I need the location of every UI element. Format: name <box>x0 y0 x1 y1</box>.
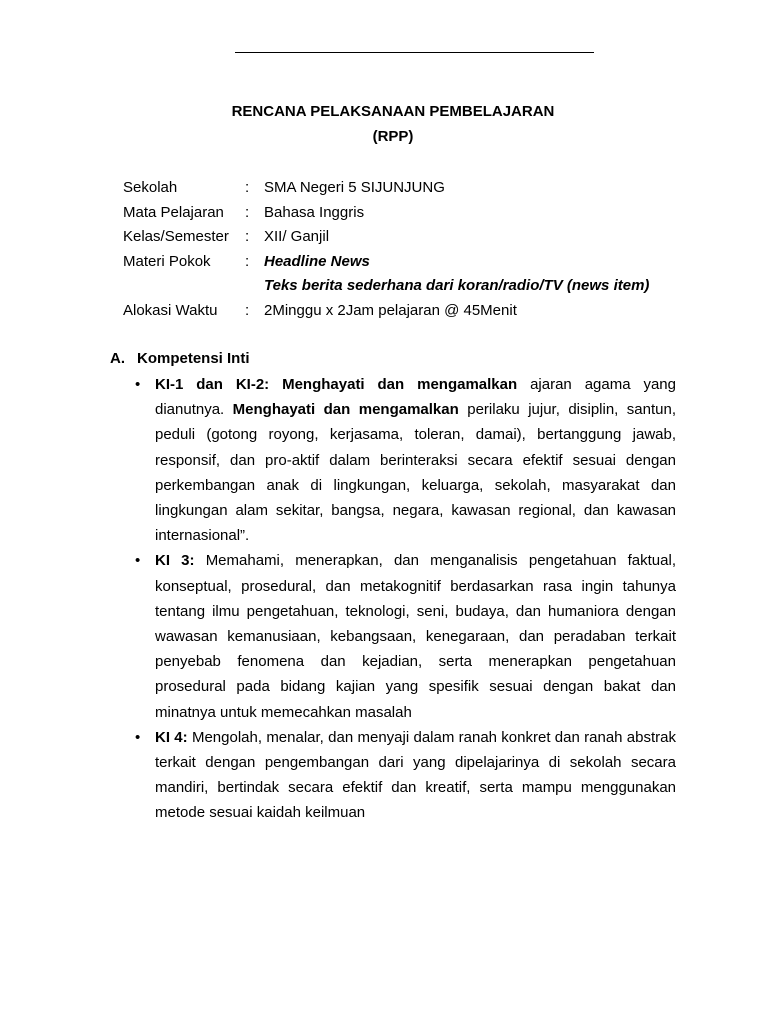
section-letter: A. <box>110 350 125 367</box>
header-rule <box>235 52 594 53</box>
bullet-icon: • <box>135 728 141 746</box>
section-title: Kompetensi Inti <box>137 350 250 367</box>
info-label: Kelas/Semester <box>123 228 229 246</box>
info-label: Mata Pelajaran <box>123 203 224 221</box>
info-row-mapel <box>123 201 683 226</box>
info-row-materi <box>123 250 683 275</box>
info-colon: : <box>245 252 250 270</box>
ki-heading: KI 3: <box>155 552 195 570</box>
info-value: Headline News <box>264 252 370 270</box>
info-row-sekolah <box>123 176 683 201</box>
bullet-icon: • <box>135 376 141 393</box>
ki-text: Mengolah, menalar, dan menyaji dalam ranah konkret dan ranah abstrak terkait dengan pengembangan dari yang dipelajarinya di sekolah secara mandiri, bertindak secara efektif dan kreatif, serta mampu menggunakan metode sesuai kaidah keilmuan <box>155 728 676 822</box>
info-value: 2Minggu x 2Jam pelajaran @ 45Menit <box>264 301 517 319</box>
list-item <box>135 725 676 826</box>
info-value: Teks berita sederhana dari koran/radio/TV (news item) <box>264 277 650 295</box>
ki-text: ajaran agama yang dianutnya. <box>155 376 676 419</box>
info-colon: : <box>245 228 250 246</box>
info-colon: : <box>245 301 250 319</box>
list-item <box>135 548 676 724</box>
info-value: Bahasa Inggris <box>264 203 365 221</box>
info-label: Sekolah <box>123 179 178 196</box>
section-heading <box>110 347 250 371</box>
info-value: SMA Negeri 5 SIJUNJUNG <box>264 179 445 196</box>
ki-text: Memahami, menerapkan, dan menganalisis pengetahuan faktual, konseptual, prosedural, dan metakognitif berdasarkan rasa ingin tahunya tentang ilmu pengetahuan, teknologi, seni, budaya, dan humaniora dengan wawasan kemanusiaan, kebangsaan, kenegaraan, dan peradaban terkait penyebab fenomena dan kejadian, serta menerapkan pengetahuan prosedural pada bidang kajian yang spesifik sesuai dengan bakat dan minatnya untuk memecahkan masalah <box>155 552 676 721</box>
ki-heading: KI-1 dan KI-2: Menghayati dan mengamalkan <box>155 376 518 393</box>
ki-heading: KI 4: <box>155 728 188 746</box>
bullet-icon: • <box>135 552 141 570</box>
info-colon: : <box>245 203 250 221</box>
document-title: RENCANA PELAKSANAAN PEMBELAJARAN <box>231 103 555 120</box>
ki-heading-inline: Menghayati dan mengamalkan <box>232 401 459 419</box>
info-row-alokasi <box>123 299 683 324</box>
kompetensi-inti-list <box>135 372 676 826</box>
info-label: Materi Pokok <box>123 252 211 270</box>
info-row-materi-detail <box>123 274 683 299</box>
info-colon: : <box>245 179 250 196</box>
info-label: Alokasi Waktu <box>123 301 218 319</box>
ki-text: perilaku jujur, disiplin, santun, peduli (gotong royong, kerjasama, toleran, damai), bertanggung jawab, responsif, dan pro-aktif dalam berinteraksi secara efektif sesuai dengan perkembangan anak di lingkungan, keluarga, sekolah, masyarakat dan lingkungan alam sekitar, bangsa, negara, kawasan regional, dan kawasan internasional”. <box>155 401 676 545</box>
info-row-kelas <box>123 225 683 250</box>
document-subtitle: (RPP) <box>372 128 414 145</box>
identity-table <box>123 176 683 324</box>
info-value: XII/ Ganjil <box>264 228 330 246</box>
list-item <box>135 372 676 548</box>
